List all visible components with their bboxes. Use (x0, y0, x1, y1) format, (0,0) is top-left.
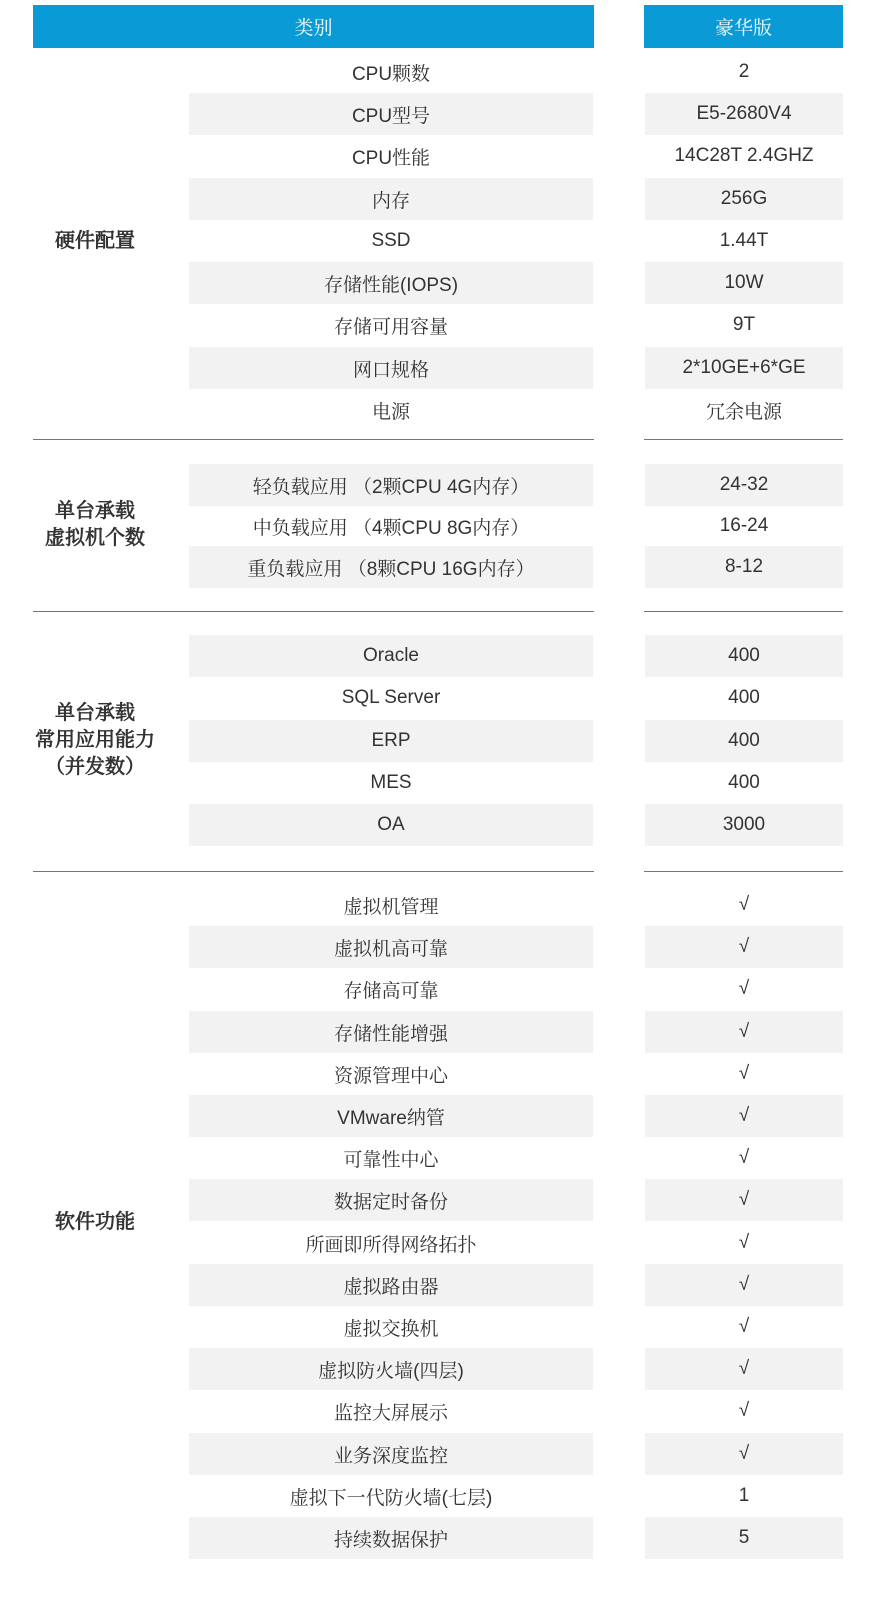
row-value: 9T (732, 314, 756, 335)
section-label: 单台承载 虚拟机个数 (45, 500, 145, 549)
row-value: 冗余电源 (705, 401, 782, 423)
table-row (0, 804, 888, 846)
table-row (0, 926, 888, 968)
table-row (0, 720, 888, 762)
row-category: 虚拟机管理 (343, 896, 439, 918)
row-value: √ (738, 1232, 750, 1253)
row-category: 数据定时备份 (189, 1179, 593, 1221)
row-category: 存储性能增强 (189, 1011, 593, 1053)
table-row (0, 546, 888, 588)
row-category: 可靠性中心 (343, 1149, 439, 1171)
section-label: 硬件配置 (55, 229, 135, 252)
row-category: 电源 (371, 401, 410, 423)
row-value: 1.44T (719, 230, 769, 251)
row-category: 虚拟机高可靠 (189, 926, 593, 968)
row-value: √ (645, 1095, 843, 1137)
row-category: SQL Server (341, 687, 441, 708)
row-category: VMware纳管 (189, 1095, 593, 1137)
table-row (0, 1011, 888, 1053)
table-row (0, 1053, 888, 1095)
row-category: CPU颗数 (351, 63, 431, 85)
table-row (0, 884, 888, 926)
row-value: √ (738, 978, 750, 999)
row-value: √ (738, 894, 750, 915)
row-value: √ (645, 1348, 843, 1390)
row-category: 虚拟防火墙(四层) (189, 1348, 593, 1390)
row-category: CPU性能 (351, 147, 431, 169)
row-value: 400 (645, 635, 843, 677)
row-category: 存储性能(IOPS) (189, 262, 593, 304)
row-category: MES (370, 772, 412, 793)
row-category: 资源管理中心 (333, 1065, 448, 1087)
row-value: √ (645, 926, 843, 968)
row-value: 2*10GE+6*GE (645, 347, 843, 389)
table-row (0, 464, 888, 506)
row-value: √ (645, 1433, 843, 1475)
row-value: √ (738, 1316, 750, 1337)
section-divider (644, 439, 843, 440)
table-row (0, 1517, 888, 1559)
row-category: Oracle (189, 635, 593, 677)
row-category: 网口规格 (189, 347, 593, 389)
row-value: 400 (645, 720, 843, 762)
row-category: 持续数据保护 (189, 1517, 593, 1559)
row-value: E5-2680V4 (645, 93, 843, 135)
row-value: √ (645, 1179, 843, 1221)
section-label: 软件功能 (55, 1210, 135, 1233)
section-divider (33, 871, 594, 872)
row-value: 8-12 (645, 546, 843, 588)
row-category: 所画即所得网络拓扑 (305, 1234, 477, 1256)
row-category: 轻负载应用 （2颗CPU 4G内存） (189, 464, 593, 506)
table-row (0, 1348, 888, 1390)
table-row (0, 1475, 888, 1517)
row-value: 3000 (645, 804, 843, 846)
row-category: 重负载应用 （8颗CPU 16G内存） (189, 546, 593, 588)
table-row (0, 968, 888, 1010)
row-value: 16-24 (719, 515, 769, 536)
section-divider (33, 439, 594, 440)
row-category: 虚拟下一代防火墙(七层) (289, 1487, 493, 1509)
table-row (0, 178, 888, 220)
table-row (0, 1222, 888, 1264)
table-row (0, 1179, 888, 1221)
header-category: 类别 (33, 5, 594, 48)
row-value: 400 (728, 772, 760, 793)
table-row (0, 51, 888, 93)
section-divider (644, 611, 843, 612)
row-value: 1 (738, 1485, 750, 1506)
row-category: CPU型号 (189, 93, 593, 135)
table-row (0, 389, 888, 431)
row-category: 虚拟交换机 (343, 1318, 439, 1340)
table-row (0, 762, 888, 804)
table-row (0, 677, 888, 719)
row-value: 256G (645, 178, 843, 220)
row-value: √ (645, 1264, 843, 1306)
row-value: 5 (645, 1517, 843, 1559)
row-value: √ (738, 1147, 750, 1168)
table-row (0, 262, 888, 304)
table-row (0, 1095, 888, 1137)
table-row (0, 304, 888, 346)
row-value: √ (738, 1063, 750, 1084)
row-value: 2 (738, 61, 750, 82)
row-category: 监控大屏展示 (333, 1402, 448, 1424)
section-divider (33, 611, 594, 612)
table-row (0, 93, 888, 135)
row-value: 14C28T 2.4GHZ (674, 145, 814, 166)
row-category: 业务深度监控 (189, 1433, 593, 1475)
table-row (0, 135, 888, 177)
header-edition: 豪华版 (644, 5, 843, 48)
table-row (0, 347, 888, 389)
table-row (0, 505, 888, 547)
row-category: OA (189, 804, 593, 846)
section-label: 单台承载 常用应用能力 （并发数） (35, 702, 155, 778)
row-value: 400 (728, 687, 760, 708)
table-row (0, 1433, 888, 1475)
table-row (0, 635, 888, 677)
row-value: 10W (645, 262, 843, 304)
table-row (0, 1306, 888, 1348)
row-category: 存储可用容量 (333, 316, 448, 338)
row-category: 虚拟路由器 (189, 1264, 593, 1306)
row-category: 内存 (189, 178, 593, 220)
row-value: √ (645, 1011, 843, 1053)
section-divider (644, 871, 843, 872)
row-category: 中负载应用 （4颗CPU 8G内存） (252, 517, 530, 539)
row-category: ERP (189, 720, 593, 762)
table-row (0, 220, 888, 262)
table-row (0, 1390, 888, 1432)
row-category: 存储高可靠 (343, 980, 439, 1002)
row-category: SSD (371, 230, 411, 251)
row-value: √ (738, 1400, 750, 1421)
row-value: 24-32 (645, 464, 843, 506)
table-row (0, 1137, 888, 1179)
table-row (0, 1264, 888, 1306)
